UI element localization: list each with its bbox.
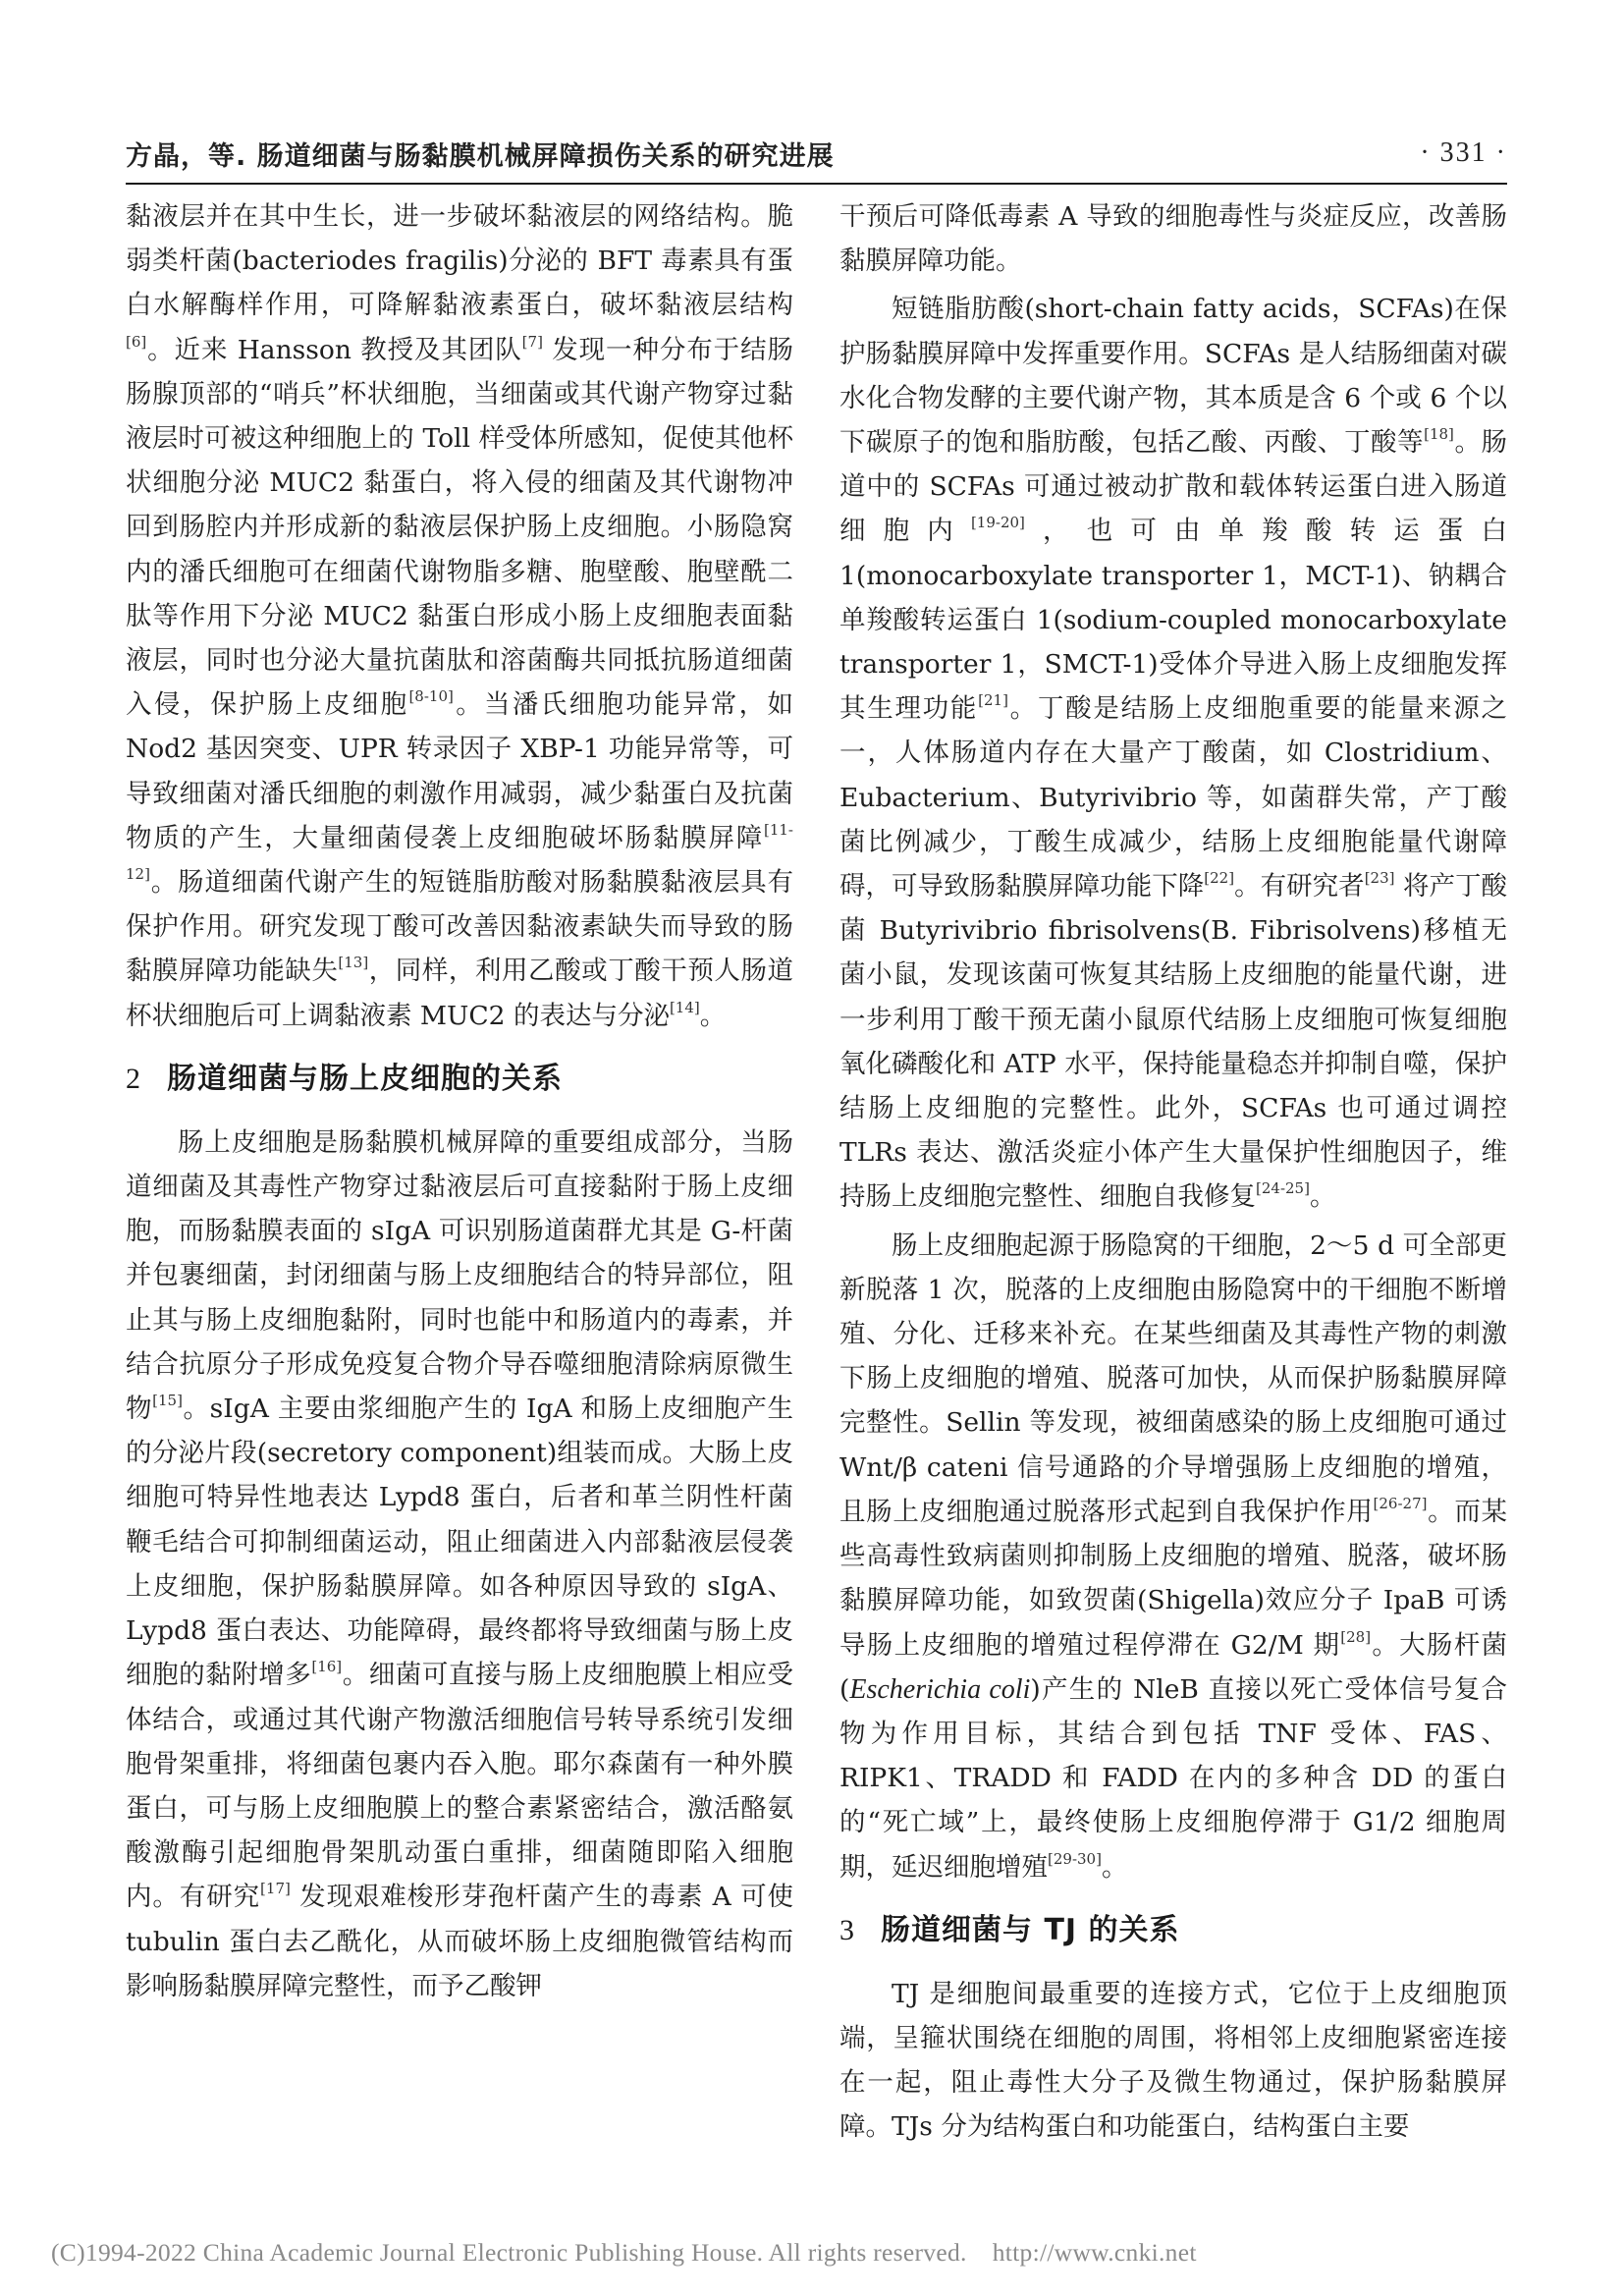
paragraph: 短链脂肪酸(short-chain fatty acids，SCFAs)在保护肠黏膜屏障中发挥重要作用。SCFAs 是人结肠细菌对碳水化合物发酵的主要代谢产物，其本质是含 6 个或 6 个以下碳原子的饱和脂肪酸，包括乙酸、丙酸、丁酸等[18]。肠道中的 SCFAs 可通过被动扩散和载体转运蛋白进入肠道细胞内[19-20]，也可由单羧酸转运蛋白 1(monocarboxylate transporter 1，MCT-1)、钠耦合单羧酸转运蛋白 1(sodium-coupled monocarboxylate transporter 1，SMCT-1)受体介导进入肠上皮细胞发挥其生理功能[21]。丁酸是结肠上皮细胞重要的能量来源之一，人体肠道内存在大量产丁酸菌，如 Clostridium、Eubacterium、Butyrivibrio 等，如菌群失常，产丁酸菌比例减少，丁酸生成减少，结肠上皮细胞能量代谢障碍，可导致肠黏膜屏障功能下降[22]。有研究者[23] 将产丁酸菌 Butyrivibrio fibrisolvens(B. Fibrisolvens)移植无菌小鼠，发现该菌可恢复其结肠上皮细胞的能量代谢，进一步利用丁酸干预无菌小鼠原代结肠上皮细胞可恢复细胞氧化磷酸化和 ATP 水平，保持能量稳态并抑制自噬，保护结肠上皮细胞的完整性。此外，SCFAs 也可通过调控 TLRs 表达、激活炎症小体产生大量保护性细胞因子，维持肠上皮细胞完整性、细胞自我修复[24-25]。	[839, 294, 1508, 1213]
species-name: Escherichia coli	[849, 1673, 1031, 1705]
paragraph: 黏液层并在其中生长，进一步破坏黏液层的网络结构。脆弱类杆菌(bacteriodes fragilis)分泌的 BFT 毒素具有蛋白水解酶样作用，可降解黏液素蛋白，破坏黏液层结构[6]。近来 Hansson 教授及其团队[7] 发现一种分布于结肠肠腺顶部的“哨兵”杯状细胞，当细菌或其代谢产物穿过黏液层时可被这种细胞上的 Toll 样受体所感知，促使其他杯状细胞分泌 MUC2 黏蛋白，将入侵的细菌及其代谢物冲回到肠腔内并形成新的黏液层保护肠上皮细胞。小肠隐窝内的潘氏细胞可在细菌代谢物脂多糖、胞壁酸、胞壁酰二肽等作用下分泌 MUC2 黏蛋白形成小肠上皮细胞表面黏液层，同时也分泌大量抗菌肽和溶菌酶共同抵抗肠道细菌入侵，保护肠上皮细胞[8-10]。当潘氏细胞功能异常，如 Nod2 基因突变、UPR 转录因子 XBP-1 功能异常等，可导致细菌对潘氏细胞的刺激作用减弱，减少黏蛋白及抗菌物质的产生，大量细菌侵袭上皮细胞破坏肠黏膜屏障[11-12]。肠道细菌代谢产生的短链脂肪酸对肠黏膜黏液层具有保护作用。研究发现丁酸可改善因黏液素缺失而导致的肠黏膜屏障功能缺失[13]，同样，利用乙酸或丁酸干预人肠道杯状细胞后可上调黏液素 MUC2 的表达与分泌[14]。	[126, 201, 794, 1031]
citation[interactable]: [24-25]	[1256, 1179, 1310, 1198]
citation[interactable]: [19-20]	[970, 514, 1025, 532]
citation[interactable]: [21]	[978, 691, 1008, 710]
citation[interactable]: [28]	[1340, 1627, 1372, 1646]
citation[interactable]: [7]	[521, 332, 543, 351]
citation[interactable]: [17]	[260, 1880, 291, 1898]
citation[interactable]: [26-27]	[1373, 1494, 1428, 1512]
section-heading: 2 肠道细菌与肠上皮细胞的关系	[126, 1061, 563, 1096]
citation[interactable]: [8-10]	[408, 687, 454, 706]
paragraph: 肠上皮细胞起源于肠隐窝的干细胞，2～5 d 可全部更新脱落 1 次，脱落的上皮细胞由肠隐窝中的干细胞不断增殖、分化、迁移来补充。在某些细菌及其毒性产物的刺激下肠上皮细胞的增殖、脱落可加快，从而保护肠黏膜屏障完整性。Sellin 等发现，被细菌感染的肠上皮细胞可通过 Wnt/β cateni 信号通路的介导增强肠上皮细胞的增殖，且肠上皮细胞通过脱落形式起到自我保护作用[26-27]。而某些高毒性致病菌则抑制肠上皮细胞的增殖、脱落，破坏肠黏膜屏障功能，如致贺菌(Shigella)效应分子 IpaB 可诱导肠上皮细胞的增殖过程停滞在 G2/M 期[28]。大肠杆菌(Escherichia coli)产生的 NleB 直接以死亡受体信号复合物为作用目标，其结合到包括 TNF 受体、FAS、RIPK1、TRADD 和 FADD 在内的多种含 DD 的蛋白的“死亡域”上，最终使肠上皮细胞停滞于 G1/2 细胞周期，延迟细胞增殖[29-30]。	[839, 1230, 1508, 1883]
citation[interactable]: [22]	[1204, 869, 1235, 888]
section-heading: 3 肠道细菌与 TJ 的关系	[839, 1912, 1180, 1947]
copyright-footer	[51, 2238, 1583, 2268]
citation[interactable]: [18]	[1424, 425, 1454, 444]
citation[interactable]: [23]	[1364, 869, 1395, 888]
citation[interactable]: [11-12]	[126, 820, 793, 884]
citation[interactable]: [15]	[152, 1392, 183, 1410]
left-column	[126, 194, 793, 2008]
paragraph: 干预后可降低毒素 A 导致的细胞毒性与炎症反应，改善肠黏膜屏障功能。	[839, 201, 1507, 277]
paragraph: 肠上皮细胞是肠黏膜机械屏障的重要组成部分，当肠道细菌及其毒性产物穿过黏液层后可直接黏附于肠上皮细胞，而肠黏膜表面的 sIgA 可识别肠道菌群尤其是 G-杆菌并包裹细菌，封闭细菌与肠上皮细胞结合的特异部位，阻止其与肠上皮细胞黏附，同时也能中和肠道内的毒素，并结合抗原分子形成免疫复合物介导吞噬细胞清除病原微生物[15]。sIgA 主要由浆细胞产生的 IgA 和肠上皮细胞产生的分泌片段(secretory component)组装而成。大肠上皮细胞可特异性地表达 Lypd8 蛋白，后者和革兰阴性杆菌鞭毛结合可抑制细菌运动，阻止细菌进入内部黏液层侵袭上皮细胞，保护肠黏膜屏障。如各种原因导致的 sIgA、Lypd8 蛋白表达、功能障碍，最终都将导致细菌与肠上皮细胞的黏附增多[16]。细菌可直接与肠上皮细胞膜上相应受体结合，或通过其代谢产物激活细胞信号转导系统引发细胞骨架重排，将细菌包裹内吞入胞。耶尔森菌有一种外膜蛋白，可与肠上皮细胞膜上的整合素紧密结合，激活酪氨酸激酶引起细胞骨架肌动蛋白重排，细菌随即陷入细胞内。有研究[17] 发现艰难梭形芽孢杆菌产生的毒素 A 可使 tubulin 蛋白去乙酰化，从而破坏肠上皮细胞微管结构而影响肠黏膜屏障完整性，而予乙酸钾	[126, 1126, 794, 2001]
citation[interactable]: [16]	[311, 1658, 343, 1676]
footer-url[interactable]: http://www.cnki.net	[992, 2238, 1197, 2267]
citation[interactable]: [6]	[126, 332, 147, 351]
right-column	[839, 194, 1507, 2150]
running-header	[126, 124, 1507, 185]
paragraph: TJ 是细胞间最重要的连接方式，它位于上皮细胞顶端，呈箍状围绕在细胞的周围，将相邻上皮细胞紧密连接在一起，阻止毒性大分子及微生物通过，保护肠黏膜屏障。TJs 分为结构蛋白和功能蛋白，结构蛋白主要	[839, 1978, 1507, 2143]
citation[interactable]: [14]	[669, 998, 700, 1016]
running-title: 方晶，等. 肠道细菌与肠黏膜机械屏障损伤关系的研究进展	[126, 140, 835, 172]
citation[interactable]: [13]	[338, 954, 369, 972]
page-number: · 331 ·	[1420, 137, 1507, 168]
copyright-text: (C)1994-2022 China Academic Journal Electronic Publishing House. All rights reserved.	[51, 2238, 967, 2267]
citation[interactable]: [29-30]	[1048, 1849, 1102, 1868]
